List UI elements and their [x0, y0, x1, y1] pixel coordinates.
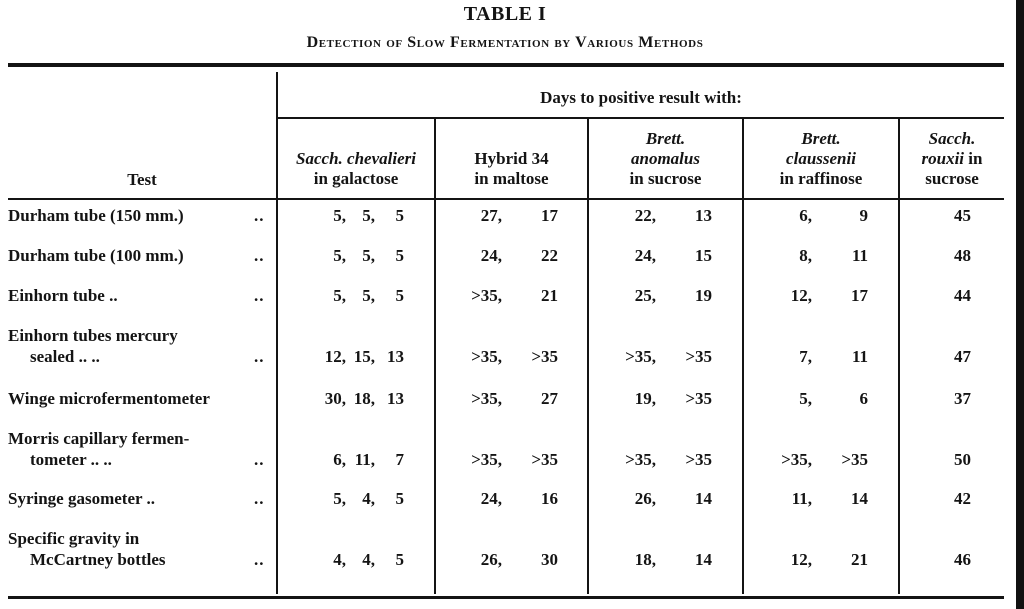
span-header: Days to positive result with: — [540, 88, 742, 107]
column-header-line: anomalus — [631, 149, 700, 168]
leader-dots: .. — [254, 489, 265, 508]
data-cell: 30 — [541, 550, 558, 569]
data-cell: 5 — [395, 206, 404, 225]
data-cell: 6 — [859, 389, 868, 408]
data-cell: 26, — [634, 489, 656, 508]
test-label: Einhorn tube .. — [8, 286, 118, 305]
data-cell: 17 — [851, 286, 868, 305]
data-cell: >35, — [625, 347, 656, 366]
data-cell: 15, — [353, 347, 375, 366]
column-header-line: Brett. — [645, 129, 686, 148]
data-cell: 22, — [634, 206, 656, 225]
data-cell: 15 — [695, 246, 712, 265]
test-label: Durham tube (100 mm.) — [8, 246, 184, 265]
column-header-line: in galactose — [313, 169, 399, 188]
column-header-brett-anomalus — [589, 129, 742, 189]
leader-dots: .. — [254, 286, 265, 305]
data-cell: >35, — [471, 286, 502, 305]
data-cell: 8, — [799, 246, 812, 265]
data-cell: 5, — [333, 246, 346, 265]
data-cell: >35 — [685, 389, 712, 408]
data-cell: >35, — [471, 347, 502, 366]
column-header-sacch-rouxii — [900, 129, 1004, 189]
leader-dots: .. — [254, 550, 265, 569]
data-cell: 47 — [954, 347, 971, 366]
span-header-rule — [278, 117, 1004, 119]
data-cell: >35, — [625, 450, 656, 469]
column-header-line: in maltose — [474, 169, 549, 188]
data-cell: 18, — [353, 389, 375, 408]
data-cell: 18, — [634, 550, 656, 569]
column-header-line: rouxii in — [921, 149, 983, 168]
data-cell: 5 — [395, 489, 404, 508]
data-cell: 12, — [324, 347, 346, 366]
data-cell: 48 — [954, 246, 971, 265]
data-cell: 5, — [333, 489, 346, 508]
test-label: sealed .. .. — [30, 347, 100, 366]
leader-dots: .. — [254, 450, 265, 469]
test-label: McCartney bottles — [30, 550, 166, 569]
column-header-line: Hybrid 34 — [474, 149, 549, 168]
data-cell: 7, — [799, 347, 812, 366]
data-cell: 30, — [324, 389, 346, 408]
data-cell: 6, — [333, 450, 346, 469]
data-cell: 5, — [362, 286, 375, 305]
data-cell: >35 — [685, 450, 712, 469]
column-header-line: sucrose — [925, 169, 979, 188]
data-cell: 19, — [634, 389, 656, 408]
data-cell: 24, — [480, 489, 502, 508]
column-header-line: Sacch. chevalieri — [296, 149, 416, 168]
leader-dots: .. — [254, 246, 265, 265]
leader-dots: .. — [254, 206, 265, 225]
data-cell: 5 — [395, 286, 404, 305]
data-cell: 11, — [354, 450, 375, 469]
leader-dots: .. — [254, 347, 265, 366]
data-cell: 45 — [954, 206, 971, 225]
data-cell: 6, — [799, 206, 812, 225]
table-title: TABLE I — [463, 3, 547, 25]
data-cell: 37 — [954, 389, 971, 408]
data-cell: 11 — [851, 246, 868, 265]
data-cell: 13 — [387, 347, 404, 366]
data-cell: 5, — [362, 206, 375, 225]
data-cell: 17 — [541, 206, 558, 225]
test-label: Morris capillary fermen- — [8, 429, 190, 448]
data-cell: >35 — [531, 347, 558, 366]
data-cell: 12, — [790, 550, 812, 569]
column-header-brett-claussenii — [744, 129, 898, 189]
data-cell: 5, — [362, 246, 375, 265]
data-cell: 21 — [541, 286, 558, 305]
column-header-sacch-chevalieri — [278, 149, 434, 189]
data-cell: 5 — [395, 246, 404, 265]
data-cell: 5 — [395, 550, 404, 569]
test-column-header: Test — [127, 170, 157, 189]
column-header-line: claussenii — [786, 149, 856, 168]
table-subtitle: Detection of Slow Fermentation by Various Methods — [306, 34, 704, 51]
data-cell: 27 — [541, 389, 558, 408]
data-cell: 27, — [480, 206, 502, 225]
data-cell: 4, — [333, 550, 346, 569]
data-cell: 44 — [954, 286, 971, 305]
data-cell: 5, — [333, 286, 346, 305]
header-bottom-rule — [8, 198, 1004, 200]
column-header-line: in sucrose — [629, 169, 702, 188]
data-cell: >35 — [841, 450, 868, 469]
data-cell: 24, — [634, 246, 656, 265]
bottom-rule — [8, 596, 1004, 599]
data-cell: 22 — [541, 246, 558, 265]
data-cell: 50 — [954, 450, 971, 469]
column-header-hybrid-34 — [436, 149, 587, 189]
data-cell: 14 — [695, 489, 712, 508]
data-cell: 16 — [541, 489, 558, 508]
data-cell: 25, — [634, 286, 656, 305]
data-cell: 14 — [695, 550, 712, 569]
data-cell: 9 — [859, 206, 868, 225]
data-cell: 26, — [480, 550, 502, 569]
data-cell: 11, — [791, 489, 812, 508]
test-label: Einhorn tubes mercury — [8, 326, 178, 345]
column-header-line: in raffinose — [779, 169, 863, 188]
column-header-line: Brett. — [801, 129, 841, 148]
data-cell: 5, — [333, 206, 346, 225]
test-label: Winge microfermentometer — [8, 389, 210, 408]
data-cell: 42 — [954, 489, 971, 508]
data-cell: 19 — [695, 286, 712, 305]
column-rule-5 — [898, 118, 900, 594]
data-cell: 4, — [362, 550, 375, 569]
data-cell: 21 — [851, 550, 868, 569]
data-cell: >35, — [471, 450, 502, 469]
data-cell: 46 — [954, 550, 971, 569]
data-cell: >35, — [471, 389, 502, 408]
scan-edge — [1016, 0, 1024, 609]
column-rule-4 — [742, 118, 744, 594]
data-cell: 5, — [799, 389, 812, 408]
column-rule-2 — [434, 118, 436, 594]
top-rule — [8, 63, 1004, 67]
data-cell: >35 — [531, 450, 558, 469]
column-header-line: Sacch. — [928, 129, 976, 148]
data-cell: 11 — [851, 347, 868, 366]
data-cell: >35, — [781, 450, 812, 469]
data-cell: 7 — [395, 450, 404, 469]
data-cell: 12, — [790, 286, 812, 305]
test-label: Specific gravity in — [8, 529, 140, 548]
data-cell: 24, — [480, 246, 502, 265]
data-cell: 13 — [387, 389, 404, 408]
test-label: Durham tube (150 mm.) — [8, 206, 184, 225]
data-cell: 14 — [851, 489, 868, 508]
column-rule-3 — [587, 118, 589, 594]
data-cell: >35 — [685, 347, 712, 366]
data-cell: 4, — [362, 489, 375, 508]
test-label: tometer .. .. — [30, 450, 112, 469]
data-cell: 13 — [695, 206, 712, 225]
test-label: Syringe gasometer .. — [8, 489, 155, 508]
